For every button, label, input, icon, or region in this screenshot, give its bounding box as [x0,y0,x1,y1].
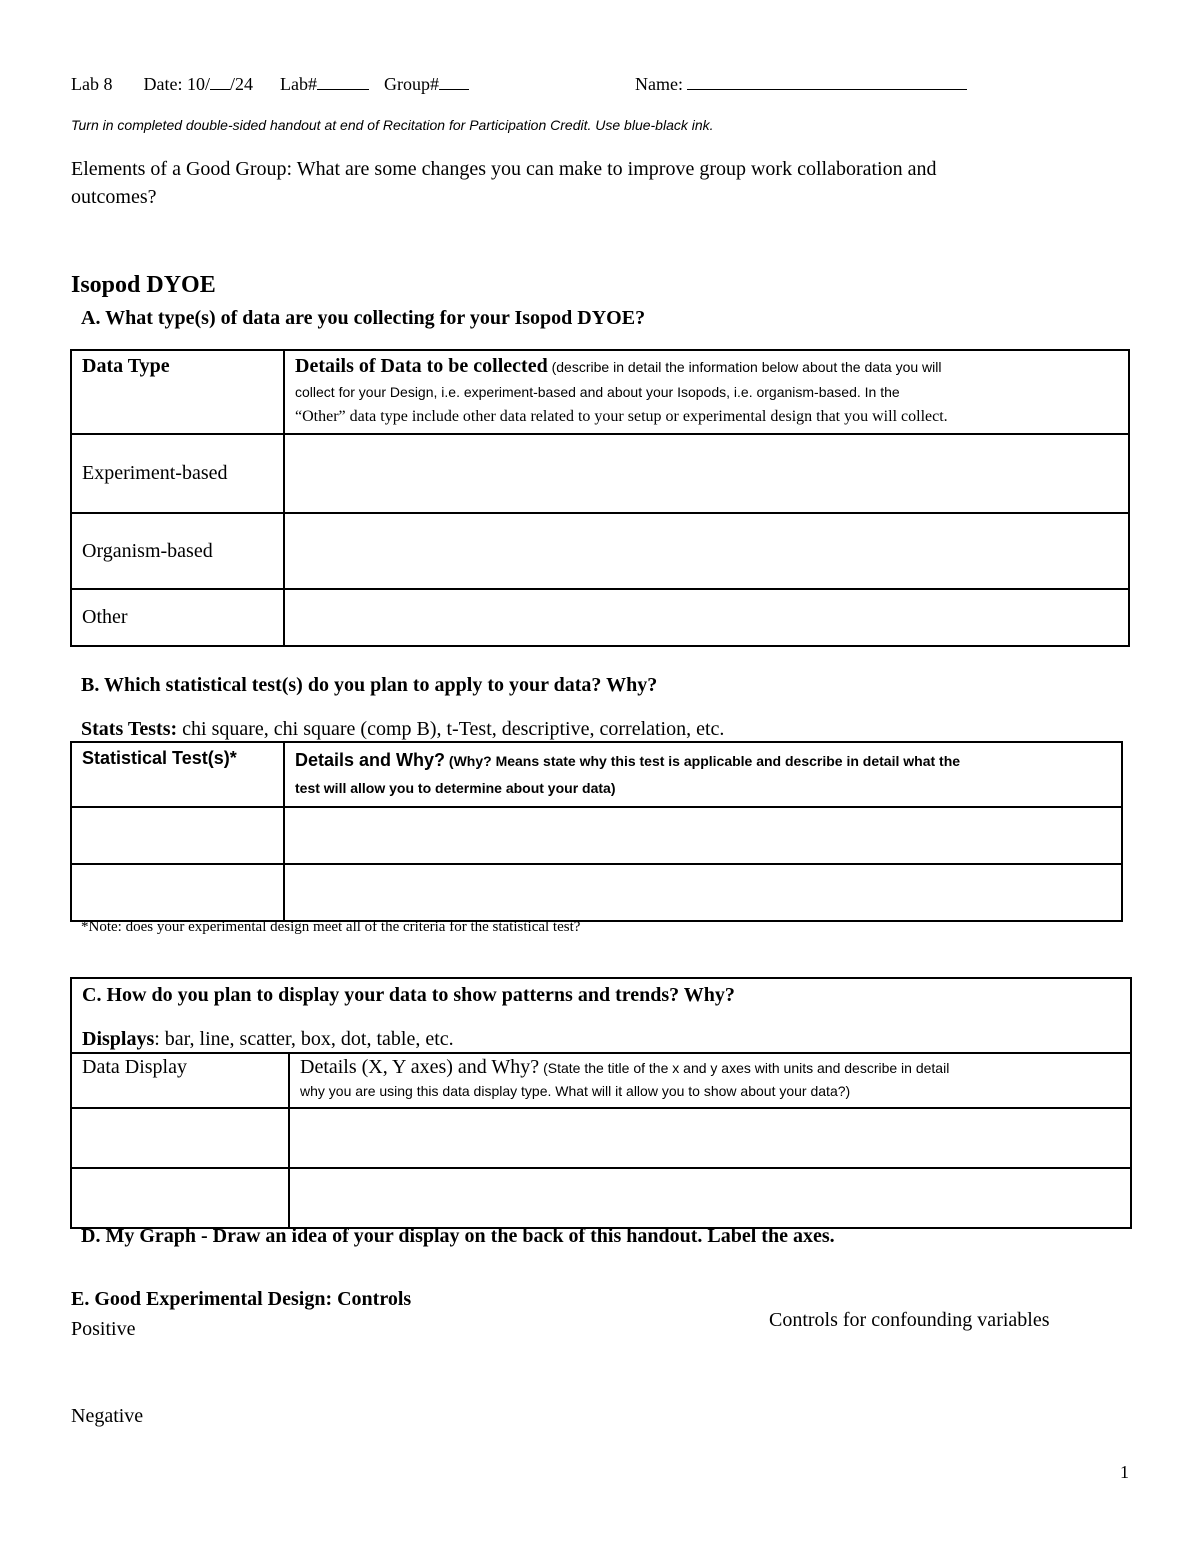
page-number: 1 [1120,1462,1129,1482]
row-other: Other [82,606,128,628]
good-group-question [71,155,1131,211]
lab-label: Lab 8 [71,74,113,94]
data-display-cell-1[interactable] [71,1108,289,1168]
details-header-note-1: (describe in detail the information below about the data you will [547,359,942,375]
name-field [635,74,967,95]
details-header-note-2: collect for your Design, i.e. experiment-based and about your Isopods, i.e. organism-based. In the [295,384,900,400]
row-organism-based: Organism-based [82,539,213,562]
table-c-question-row [71,978,1131,1053]
data-type-header: Data Type [82,355,170,377]
instructions: Turn in completed double-sided handout at end of Recitation for Participation Credit. Use blue-black ink. [71,117,714,133]
header-line [71,74,469,95]
lab-number-blank[interactable] [317,88,369,90]
row-experiment-based: Experiment-based [82,462,228,484]
good-group-line-1: Elements of a Good Group: What are some changes you can make to improve group work collaboration and [71,158,937,180]
positive-control-label: Positive [71,1318,136,1340]
displays-line [82,1028,1120,1050]
statistical-note: *Note: does your experimental design meet all of the criteria for the statistical test? [81,919,581,935]
date-label: Date: 10/ [143,74,210,94]
other-details-cell[interactable] [284,589,1129,646]
details-why-header [285,743,1121,806]
good-group-line-2: outcomes? [71,186,157,208]
table-row [71,807,1122,864]
axes-why-cell-1[interactable] [289,1108,1131,1168]
table-row [71,1168,1131,1228]
question-c: C. How do you plan to display your data to show patterns and trends? Why? [82,984,735,1006]
experiment-based-details-cell[interactable] [284,434,1129,513]
details-why-cell-1[interactable] [284,807,1122,864]
question-a: A. What type(s) of data are you collecting for your Isopod DYOE? [81,307,646,329]
table-row [71,434,1129,513]
axes-why-header-note-1: (State the title of the x and y axes with units and describe in detail [539,1060,950,1076]
negative-control-label: Negative [71,1405,144,1427]
date-blank[interactable] [210,88,230,90]
section-c-header [72,979,1130,1052]
axes-why-cell-2[interactable] [289,1168,1131,1228]
table-a-header-row [71,350,1129,434]
details-header-note-3: “Other” data type include other data related to your setup or experimental design that you will collect. [295,408,948,425]
data-display-cell-2[interactable] [71,1168,289,1228]
confounding-controls-label: Controls for confounding variables [769,1309,1050,1331]
table-row [71,589,1129,646]
details-why-header-bold: Details and Why? [295,750,446,770]
axes-why-header-main: Details (X, Y axes) and Why? [300,1056,540,1078]
displays-label: Displays [82,1028,155,1050]
organism-based-details-cell[interactable] [284,513,1129,589]
data-type-table [70,349,1130,647]
details-header-bold: Details of Data to be collected [295,355,548,377]
details-why-cell-2[interactable] [284,864,1122,921]
isopod-title: Isopod DYOE [71,272,216,298]
date-suffix: /24 [229,74,253,94]
details-why-header-note-2: test will allow you to determine about your data) [295,780,616,796]
question-b: B. Which statistical test(s) do you plan to apply to your data? Why? [81,674,658,696]
stats-tests-label: Stats Tests: [81,718,178,740]
details-why-header-note-1: (Why? Means state why this test is applicable and describe in detail what the [445,753,961,769]
statistical-test-header: Statistical Test(s)* [82,748,237,768]
statistical-test-cell-1[interactable] [71,807,284,864]
displays-list: : bar, line, scatter, box, dot, table, etc. [154,1028,454,1050]
data-display-table [70,977,1132,1229]
section-d-text: D. My Graph - Draw an idea of your display on the back of this handout. Label the axes. [81,1225,835,1247]
statistical-test-table [70,741,1123,922]
table-row [71,864,1122,921]
table-b-header-row [71,742,1122,807]
stats-tests-list: chi square, chi square (comp B), t-Test, descriptive, correlation, etc. [177,718,725,740]
stats-tests-line [81,718,724,741]
group-label: Group# [383,74,439,94]
data-display-header: Data Display [82,1056,187,1078]
name-blank[interactable] [687,88,967,90]
table-c-header-row [71,1053,1131,1108]
table-row [71,513,1129,589]
section-e-title: E. Good Experimental Design: Controls [71,1288,412,1310]
group-blank[interactable] [439,88,469,90]
axes-why-header-note-2: why you are using this data display type. What will it allow you to show about your data?) [300,1083,851,1099]
details-header [285,351,1128,433]
lab-number-label: Lab# [279,74,317,94]
name-label: Name: [635,74,683,94]
statistical-test-cell-2[interactable] [71,864,284,921]
table-row [71,1108,1131,1168]
axes-why-header [290,1054,1130,1107]
